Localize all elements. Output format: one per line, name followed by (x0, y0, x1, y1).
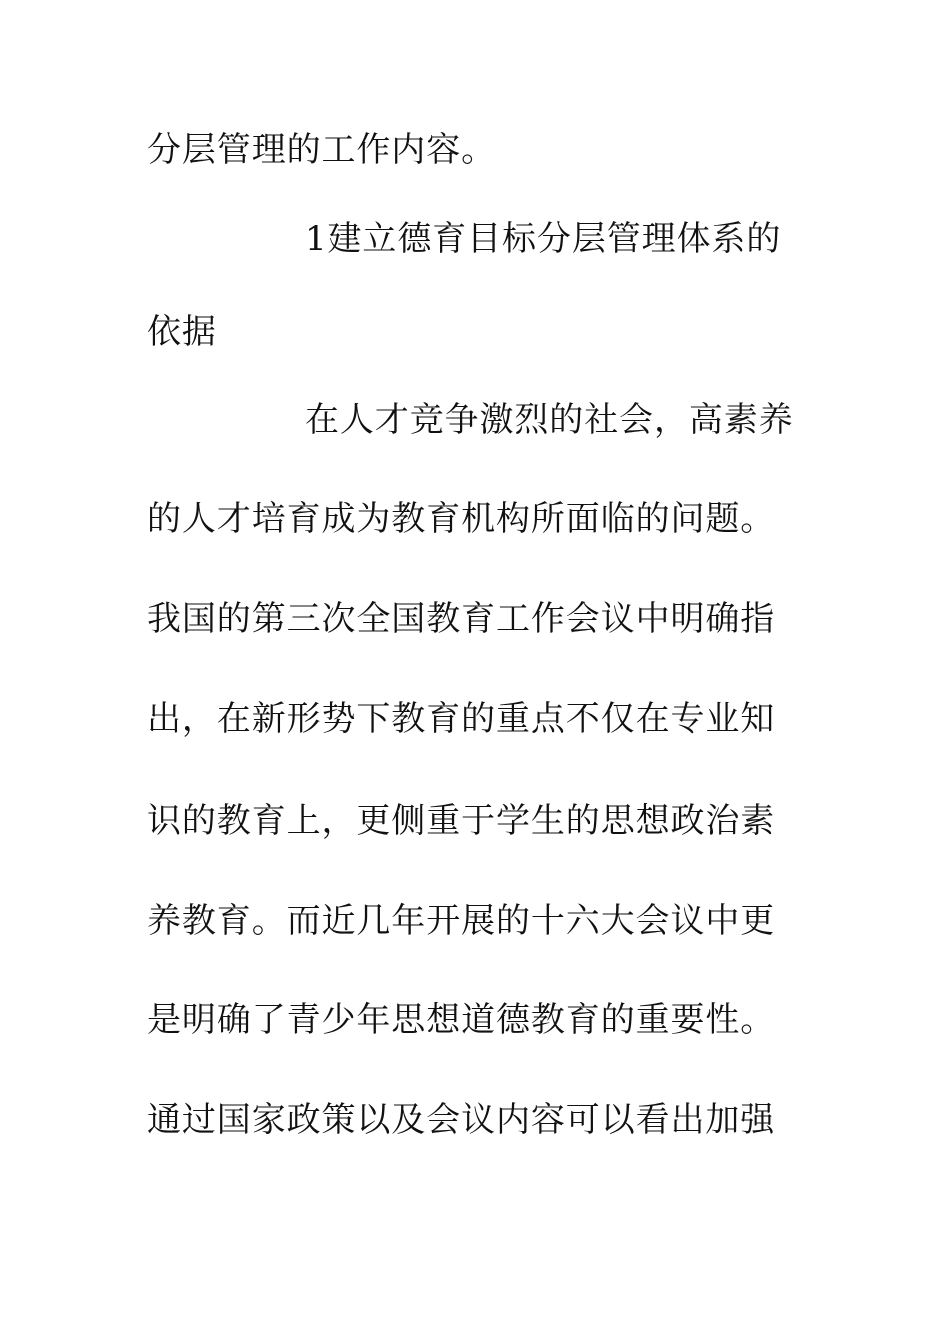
paragraph-line: 分层管理的工作内容。 (147, 130, 496, 170)
section-heading-continuation: 依据 (147, 312, 217, 352)
paragraph-line: 是明确了青少年思想道德教育的重要性。 (147, 1000, 776, 1040)
paragraph-line: 养教育。而近几年开展的十六大会议中更 (147, 901, 776, 941)
paragraph-line: 在人才竞争激烈的社会，高素养 (305, 400, 794, 440)
section-heading: 1建立德育目标分层管理体系的 (305, 219, 782, 259)
paragraph-line: 通过国家政策以及会议内容可以看出加强 (147, 1100, 776, 1140)
paragraph-line: 的人才培育成为教育机构所面临的问题。 (147, 499, 776, 539)
paragraph-line: 识的教育上，更侧重于学生的思想政治素 (147, 801, 776, 841)
paragraph-line: 我国的第三次全国教育工作会议中明确指 (147, 599, 776, 639)
paragraph-line: 出，在新形势下教育的重点不仅在专业知 (147, 699, 776, 739)
